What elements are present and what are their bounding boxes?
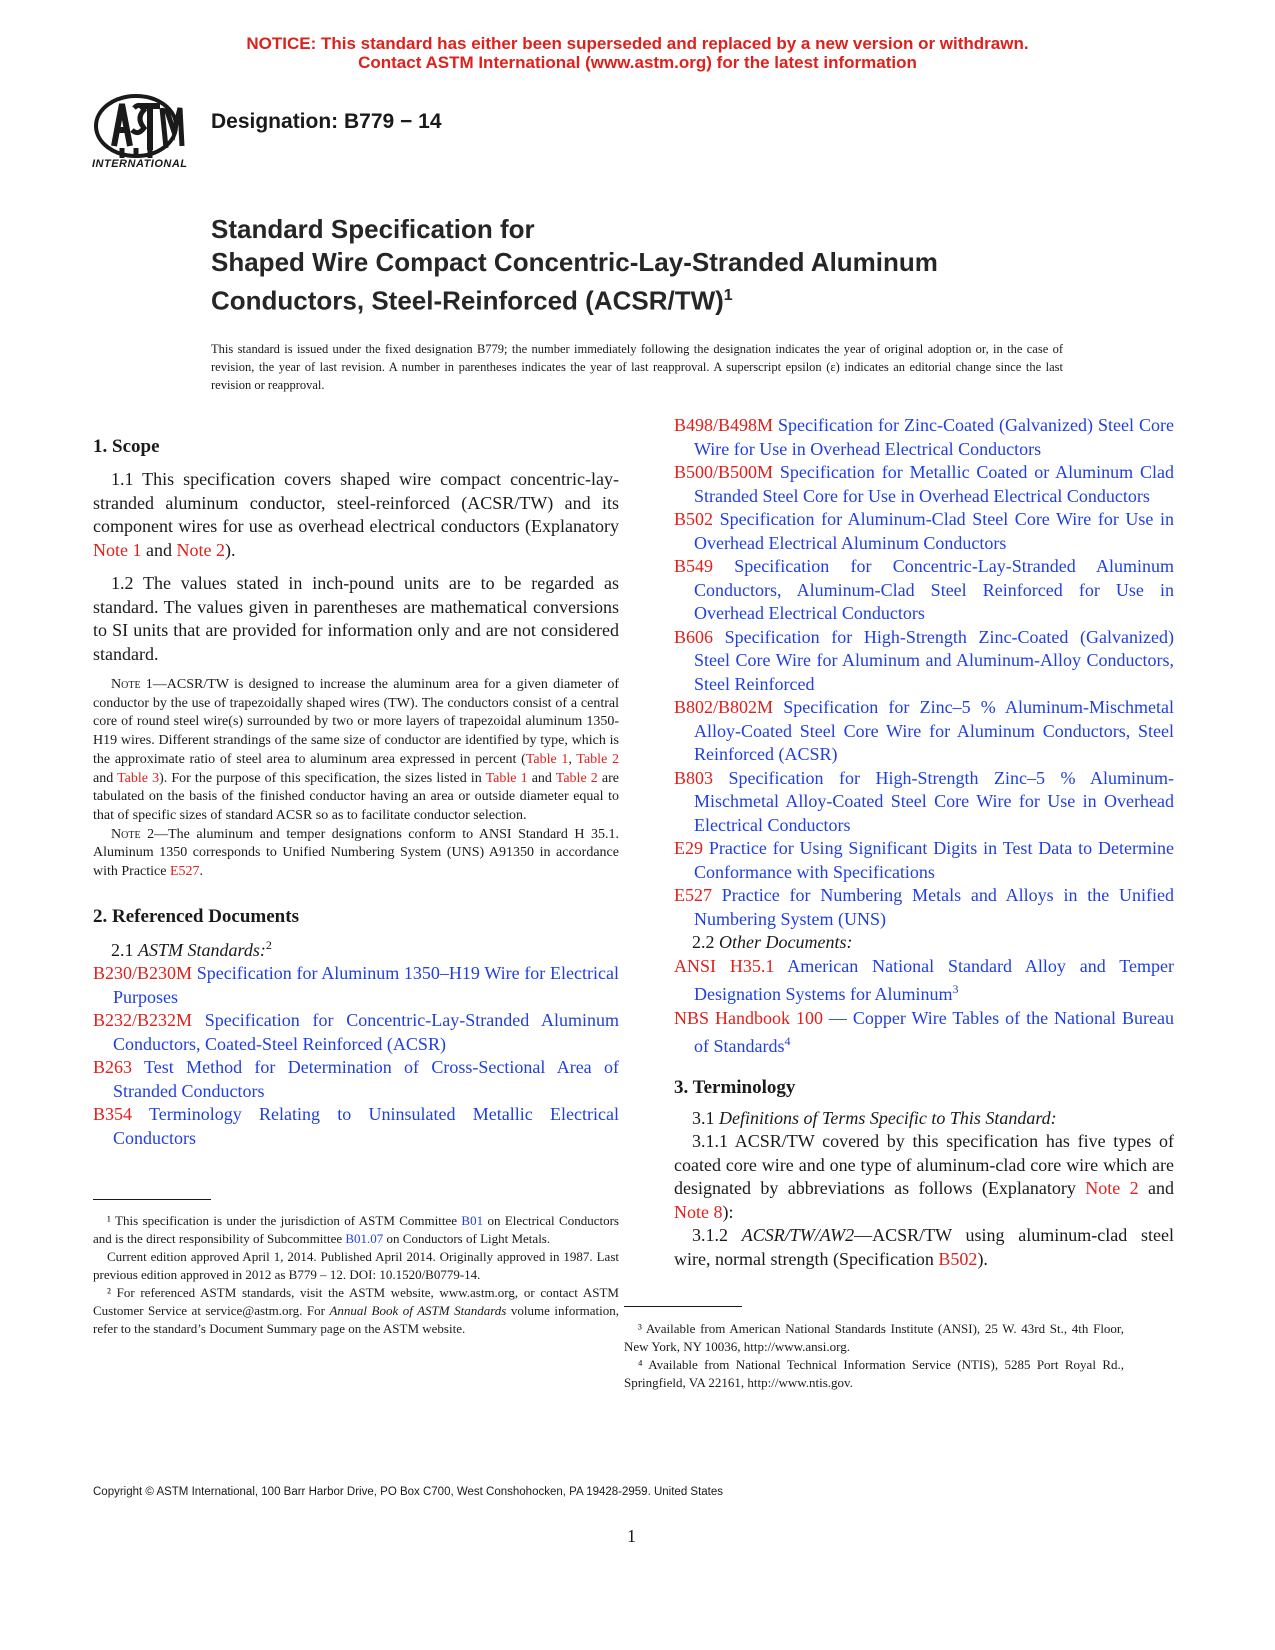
ref-item[interactable]: NBS Handbook 100 — Copper Wire Tables of the National Bureau of Standards$^4$	[674, 1007, 1174, 1056]
footnote-1-edition: Current edition approved April 1, 2014. Published April 2014. Originally approved in 1987. Last previous edition approved in 2012 as B779 – 12. DOI: 10.1520/B0779-14.	[93, 1249, 619, 1282]
subcommittee-b0107-link[interactable]: B01.07	[345, 1231, 384, 1246]
footnote-rule-left	[93, 1199, 211, 1200]
note-8-link[interactable]: Note 8	[674, 1201, 723, 1222]
ref-item[interactable]: B263 Test Method for Determination of Cross-Sectional Area of Stranded Conductors	[93, 1057, 619, 1101]
other-documents-subheading: 2.2 Other Documents:	[692, 932, 853, 952]
standard-title	[211, 213, 1111, 318]
footnotes-left	[93, 1212, 619, 1338]
ref-item[interactable]: B500/B500M Specification for Metallic Coated or Aluminum Clad Stranded Steel Core for Use in Overhead Electrical Conductors	[674, 462, 1174, 506]
note-2: Note 2—The aluminum and temper designations conform to ANSI Standard H 35.1. Aluminum 1350 corresponds to Unified Numbering System (UNS) A91350 in accordance with Practice E527.	[93, 826, 619, 880]
table-3-link[interactable]: Table 3	[117, 770, 160, 786]
left-column	[93, 436, 619, 1150]
paragraph-3-1-2: 3.1.2 ACSR/TW/AW2—ACSR/TW using aluminum-clad steel wire, normal strength (Specification B502).	[674, 1225, 1175, 1269]
ref-item[interactable]: E527 Practice for Numbering Metals and Alloys in the Unified Numbering System (UNS)	[674, 885, 1174, 929]
footnotes-right	[624, 1320, 1124, 1392]
ref-list-right	[674, 414, 1174, 931]
table-2-link[interactable]: Table 2	[555, 770, 598, 786]
ref-item[interactable]: B502 Specification for Aluminum-Clad Steel Core Wire for Use in Overhead Electrical Aluminum Conductors	[674, 509, 1174, 553]
title-line-1: Standard Specification for	[211, 214, 535, 244]
footnote-2: ² For referenced ASTM standards, visit the ASTM website, www.astm.org, or contact ASTM Customer Service at service@astm.org. For Annual Book of ASTM Standards volume information, refer to the standard’s Document Summary page on the ASTM website.	[93, 1285, 620, 1336]
e527-link[interactable]: E527	[169, 864, 200, 880]
ref-item[interactable]: B803 Specification for High-Strength Zinc–5 % Aluminum-Mischmetal Alloy-Coated Steel Core Wire for Use in Overhead Electrical Conductors	[674, 767, 1174, 835]
logo-text: INTERNATIONAL	[92, 158, 188, 170]
section-3-heading: 3. Terminology	[674, 1076, 796, 1098]
astm-standards-subheading: 2.1 ASTM Standards:$^2$	[111, 937, 272, 960]
ref-item[interactable]: B498/B498M Specification for Zinc-Coated (Galvanized) Steel Core Wire for Use in Overhead Electrical Conductors	[674, 415, 1174, 459]
copyright-line: Copyright © ASTM International, 100 Barr Harbor Drive, PO Box C700, West Conshohocken, PA 19428-2959. United States	[93, 1486, 724, 1498]
notice-line-2: Contact ASTM International (www.astm.org) for the latest information	[358, 53, 917, 72]
section-1-heading: 1. Scope	[93, 436, 160, 457]
table-1-link[interactable]: Table 1	[485, 770, 528, 786]
note-2-link[interactable]: Note 2	[1085, 1178, 1139, 1198]
ref-item[interactable]: B606 Specification for High-Strength Zinc-Coated (Galvanized) Steel Core Wire for Aluminum and Aluminum-Alloy Conductors, Steel Reinforced	[674, 626, 1174, 694]
notice-line-1: NOTICE: This standard has either been superseded and replaced by a new version or withdrawn.	[246, 34, 1029, 53]
paragraph-1-2: 1.2 The values stated in inch-pound units are to be regarded as standard. The values given in parentheses are mathematical conversions to SI units that are provided for information only and are not considered standard.	[93, 573, 619, 664]
committee-b01-link[interactable]: B01	[461, 1213, 484, 1228]
note-1-link[interactable]: Note 1	[93, 539, 142, 560]
withdrawn-notice	[0, 34, 1275, 72]
b502-link[interactable]: B502	[938, 1248, 978, 1269]
ref-list-left	[93, 962, 619, 1150]
section-2-heading: 2. Referenced Documents	[93, 905, 299, 927]
table-2-link[interactable]: Table 2	[576, 751, 619, 767]
note-2-link[interactable]: Note 2	[176, 539, 225, 560]
designation: Designation: B779 − 14	[211, 110, 442, 133]
ref-item[interactable]: B802/B802M Specification for Zinc–5 % Aluminum-Mischmetal Alloy-Coated Steel Core Wire for Aluminum Conductors, Steel Reinforced (ACSR)	[674, 697, 1174, 764]
page-number: 1	[627, 1526, 636, 1546]
title-line-3: Conductors, Steel-Reinforced (ACSR/TW)	[211, 285, 724, 316]
right-column	[674, 414, 1174, 1271]
astm-logo	[92, 88, 194, 174]
ref-item[interactable]: ANSI H35.1 American National Standard Alloy and Temper Designation Systems for Aluminum$^3$	[674, 955, 1174, 1004]
ref-item[interactable]: B549 Specification for Concentric-Lay-Stranded Aluminum Conductors, Aluminum-Clad Steel Reinforced for Use in Overhead Electrical Conductors	[674, 556, 1174, 623]
table-1-link[interactable]: Table 1	[525, 751, 569, 767]
paragraph-1-1: 1.1 This specification covers shaped wire compact concentric-lay-stranded aluminum conductor, steel-reinforced (ACSR/TW) and its component wires for use as overhead electrical conductors (Explanatory Note 1 and Note 2).	[93, 469, 619, 560]
paragraph-3-1-1: 3.1.1 ACSR/TW covered by this specification has five types of coated core wire and one type of aluminum-clad core wire which are designated by abbreviations as follows (Explanatory Note 2 and Note 8):	[674, 1131, 1175, 1222]
footnote-1: ¹ This specification is under the jurisdiction of ASTM Committee B01 on Electrical Conductors and is the direct responsibility of Subcommittee B01.07 on Conductors of Light Metals.	[93, 1213, 619, 1246]
footnote-4: ⁴ Available from National Technical Information Service (NTIS), 5285 Port Royal Rd., Springfield, VA 22161, http://www.ntis.gov.	[624, 1357, 1124, 1390]
issuance-statement: This standard is issued under the fixed designation B779; the number immediately following the designation indicates the year of original adoption or, in the case of revision, the year of last revision. A number in parentheses indicates the year of last reapproval. A superscript epsilon (ε) indicates an editorial change since the last revision or reapproval.	[211, 342, 1063, 392]
note-1: Note 1—ACSR/TW is designed to increase the aluminum area for a given diameter of conductor by the use of trapezoidally shaped wires (TW). The conductors consist of a central core of round steel wire(s) surrounded by two or more layers of trapezoidal aluminum 1350-H19 wires. Different strandings of the same size of conductor are identified by type, which is the approximate ratio of steel area to aluminum area expressed in percent (Table 1, Table 2 and Table 3). For the purpose of this specification, the sizes listed in Table 1 and Table 2 are tabulated on the basis of the finished conductor having an area or outside diameter equal to that of specific sizes of standard ACSR so as to facilitate conductor selection.	[93, 677, 619, 823]
ref-item[interactable]: B230/B230M Specification for Aluminum 1350–H19 Wire for Electrical Purposes	[93, 963, 619, 1007]
footnote-rule-right	[624, 1306, 742, 1307]
footnote-3: ³ Available from American National Standards Institute (ANSI), 25 W. 43rd St., 4th Floor, New York, NY 10036, http://www.ansi.org.	[624, 1321, 1124, 1354]
title-footnote-marker[interactable]: 1	[723, 287, 733, 304]
ref-item[interactable]: B354 Terminology Relating to Uninsulated Metallic Electrical Conductors	[93, 1104, 619, 1148]
ref-item[interactable]: B232/B232M Specification for Concentric-Lay-Stranded Aluminum Conductors, Coated-Steel Reinforced (ACSR)	[93, 1010, 619, 1054]
ref-item[interactable]: E29 Practice for Using Significant Digits in Test Data to Determine Conformance with Specifications	[674, 838, 1174, 882]
title-line-2: Shaped Wire Compact Concentric-Lay-Stranded Aluminum	[211, 247, 938, 277]
paragraph-3-1: 3.1 Definitions of Terms Specific to This Standard:	[692, 1107, 1057, 1128]
